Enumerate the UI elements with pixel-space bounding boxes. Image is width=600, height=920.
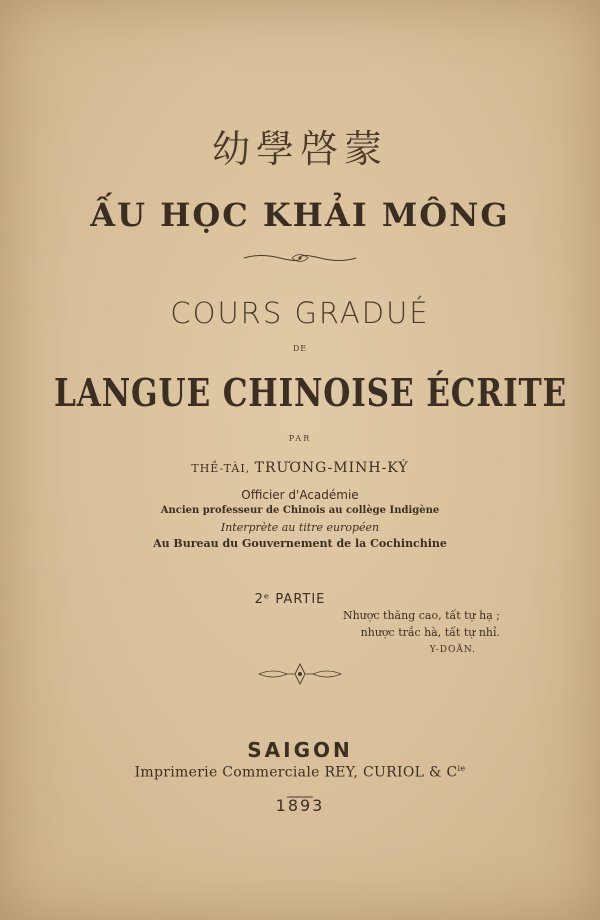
connector-de: DE [292,344,308,353]
printer-name: Imprimerie Commerciale REY, CURIOL & C [134,764,458,781]
author-name: TRƯƠNG-MINH-KÝ [254,460,409,476]
imprint-city: SAIGON [247,738,353,762]
author-prefix: THỀ-TÀI, [191,462,251,475]
part-number: 2ᵉ PARTIE [254,592,326,607]
seal-script-title: 幼學啓蒙 [211,127,388,171]
imprint-printer [0,764,600,781]
subject-title: LANGUE CHINOISE ÉCRITE [54,370,568,415]
epigraph-line-2: nhược trắc hà, tất tự nhỉ. [360,626,500,639]
credential-interprete: Interprète au titre européen [220,521,380,534]
vietnamese-title: ẤU HỌC KHẢI MÔNG [90,196,510,234]
credential-bureau: Au Bureau du Gouvernement de la Cochinchine [153,537,447,550]
course-title: COURS GRADUÉ [170,296,430,330]
ornament-divider-top [0,250,600,264]
imprint-year: 1893 [275,796,325,815]
printer-suffix: ie [457,764,466,773]
credential-officier: Officier d'Académie [241,488,359,502]
epigraph-attribution: Y-DOÃN. [429,645,476,655]
credential-professeur: Ancien professeur de Chinois au collège Indigène [160,505,440,516]
imprint-rule [0,785,600,791]
ornament-divider-bottom [0,662,600,686]
connector-par: PAR [288,434,312,443]
epigraph-line-1: Nhược thăng cao, tất tự hạ ; [342,609,500,622]
author-line [0,460,600,476]
